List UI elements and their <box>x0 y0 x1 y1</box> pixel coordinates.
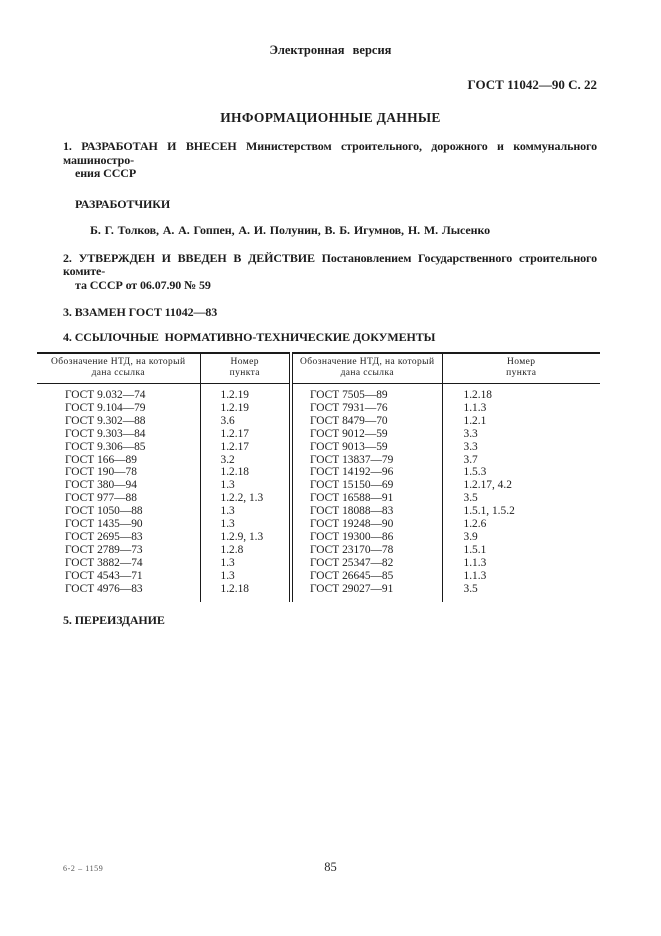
page-title: ИНФОРМАЦИОННЫЕ ДАННЫЕ <box>220 110 441 125</box>
table-row <box>37 384 600 402</box>
section-approved-by <box>63 252 597 293</box>
clause-number: 1.2.19 <box>220 389 249 401</box>
ntd-designation: ГОСТ 13837—79 <box>291 454 442 467</box>
clause-number: 1.3 <box>220 518 235 531</box>
ntd-designation: ГОСТ 977—88 <box>37 492 200 505</box>
clause-number: 1.1.3 <box>442 570 600 583</box>
clause-number: 1.2.19 <box>220 401 249 414</box>
ntd-designation: ГОСТ 19300—86 <box>291 531 442 544</box>
ntd-designation: ГОСТ 8479—70 <box>291 415 442 428</box>
clause-number: 1.3 <box>220 505 235 518</box>
table-row <box>37 428 600 441</box>
clause-number: 1.1.3 <box>442 402 600 415</box>
table-row <box>37 454 600 467</box>
ntd-designation: ГОСТ 9.032—74 <box>37 384 200 402</box>
clause-number: 1.2.17, 4.2 <box>442 479 600 492</box>
section-1-line-2: ения СССР <box>75 166 137 180</box>
clause-number: 1.5.1, 1.5.2 <box>442 505 600 518</box>
clause-number: 3.5 <box>442 492 600 505</box>
clause-number: 3.2 <box>220 453 235 466</box>
table-row <box>37 479 600 492</box>
ntd-designation: ГОСТ 9.302—88 <box>37 415 200 428</box>
reference-documents-table <box>37 352 600 602</box>
clause-number: 1.2.9, 1.3 <box>220 530 264 543</box>
clause-number: 1.5.3 <box>442 466 600 479</box>
table-row <box>37 505 600 518</box>
ntd-designation: ГОСТ 9.104—79 <box>37 402 200 415</box>
clause-number: 1.3 <box>220 569 235 582</box>
column-header-designation-right: Обозначение НТД, на который дана ссылка <box>291 353 442 384</box>
clause-number: 1.1.3 <box>442 557 600 570</box>
clause-number: 3.6 <box>220 414 235 427</box>
clause-number: 3.5 <box>442 583 600 602</box>
table-row <box>37 466 600 479</box>
ntd-designation: ГОСТ 2695—83 <box>37 531 200 544</box>
ntd-designation: ГОСТ 4543—71 <box>37 570 200 583</box>
clause-number: 1.2.18 <box>220 466 249 479</box>
column-header-clause-left: Номер пункта <box>200 353 291 384</box>
column-header-clause-right: Номер пункта <box>442 353 600 384</box>
section-republication: 5. ПЕРЕИЗДАНИЕ <box>63 612 165 627</box>
table-row <box>37 570 600 583</box>
clause-number: 1.2.2, 1.3 <box>220 492 264 505</box>
clause-number: 1.2.18 <box>220 582 249 595</box>
clause-number: 3.7 <box>442 454 600 467</box>
section-2-line-2: та СССР от 06.07.90 № 59 <box>75 277 211 292</box>
ntd-designation: ГОСТ 26645—85 <box>291 570 442 583</box>
ntd-designation: ГОСТ 3882—74 <box>37 557 200 570</box>
clause-number: 1.2.18 <box>442 384 600 402</box>
clause-number: 3.9 <box>442 531 600 544</box>
electronic-version-watermark: Электронная версия <box>269 43 392 57</box>
clause-number: 1.3 <box>220 479 235 492</box>
ntd-designation: ГОСТ 4976—83 <box>37 583 200 602</box>
ntd-designation: ГОСТ 14192—96 <box>291 466 442 479</box>
column-header-designation-left: Обозначение НТД, на который дана ссылка <box>37 353 200 384</box>
ntd-designation: ГОСТ 9013—59 <box>291 441 442 454</box>
table-row <box>37 402 600 415</box>
table-row <box>37 441 600 454</box>
ntd-designation: ГОСТ 19248—90 <box>291 518 442 531</box>
table-row <box>37 557 600 570</box>
section-developed-by <box>63 140 597 181</box>
ntd-designation: ГОСТ 7505—89 <box>291 384 442 402</box>
ntd-designation: ГОСТ 9012—59 <box>291 428 442 441</box>
ntd-designation: ГОСТ 23170—78 <box>291 544 442 557</box>
ntd-designation: ГОСТ 29027—91 <box>291 583 442 602</box>
table-row <box>37 492 600 505</box>
ntd-designation: ГОСТ 15150—69 <box>291 479 442 492</box>
ntd-designation: ГОСТ 166—89 <box>37 454 200 467</box>
ntd-designation: ГОСТ 2789—73 <box>37 544 200 557</box>
clause-number: 1.2.17 <box>220 427 249 440</box>
ntd-designation: ГОСТ 9.303—84 <box>37 428 200 441</box>
clause-number: 1.2.6 <box>442 518 600 531</box>
clause-number: 1.3 <box>220 556 235 569</box>
clause-number: 1.2.1 <box>442 415 600 428</box>
table-row <box>37 518 600 531</box>
clause-number: 1.2.8 <box>220 543 244 556</box>
clause-number: 1.2.17 <box>220 440 249 453</box>
section-reference-documents: 4. ССЫЛОЧНЫЕ НОРМАТИВНО-ТЕХНИЧЕСКИЕ ДОКУМЕНТЫ <box>63 329 436 344</box>
ntd-designation: ГОСТ 18088—83 <box>291 505 442 518</box>
table-row <box>37 544 600 557</box>
clause-number: 1.5.1 <box>442 544 600 557</box>
section-2-line-1: 2. УТВЕРЖДЕН И ВВЕДЕН В ДЕЙСТВИЕ Постановлением Государственного строительного комите- <box>63 250 597 278</box>
edition-code: 6-2 – 1159 <box>63 864 104 873</box>
table-row <box>37 415 600 428</box>
developers-heading: РАЗРАБОТЧИКИ <box>75 196 171 211</box>
table-row <box>37 531 600 544</box>
ntd-designation: ГОСТ 1435—90 <box>37 518 200 531</box>
ntd-designation: ГОСТ 380—94 <box>37 479 200 492</box>
ntd-designation: ГОСТ 1050—88 <box>37 505 200 518</box>
ntd-designation: ГОСТ 7931—76 <box>291 402 442 415</box>
ntd-designation: ГОСТ 25347—82 <box>291 557 442 570</box>
page-number: 85 <box>324 860 337 874</box>
clause-number: 3.3 <box>442 441 600 454</box>
ntd-designation: ГОСТ 190—78 <box>37 466 200 479</box>
references-table-body <box>37 384 600 602</box>
ntd-designation: ГОСТ 16588—91 <box>291 492 442 505</box>
content-area <box>63 140 597 344</box>
clause-number: 3.3 <box>442 428 600 441</box>
section-replaces: 3. ВЗАМЕН ГОСТ 11042—83 <box>63 305 218 319</box>
section-1-line-1: 1. РАЗРАБОТАН И ВНЕСЕН Министерством строительного, дорожного и коммунального машиностро- <box>63 139 597 167</box>
document-reference: ГОСТ 11042—90 С. 22 <box>467 77 597 92</box>
table-header <box>37 353 600 384</box>
ntd-designation: ГОСТ 9.306—85 <box>37 441 200 454</box>
table-row <box>37 583 600 602</box>
developers-names: Б. Г. Толков, А. А. Гоппен, А. И. Полунин, В. Б. Игумнов, Н. М. Лысенко <box>90 223 490 237</box>
